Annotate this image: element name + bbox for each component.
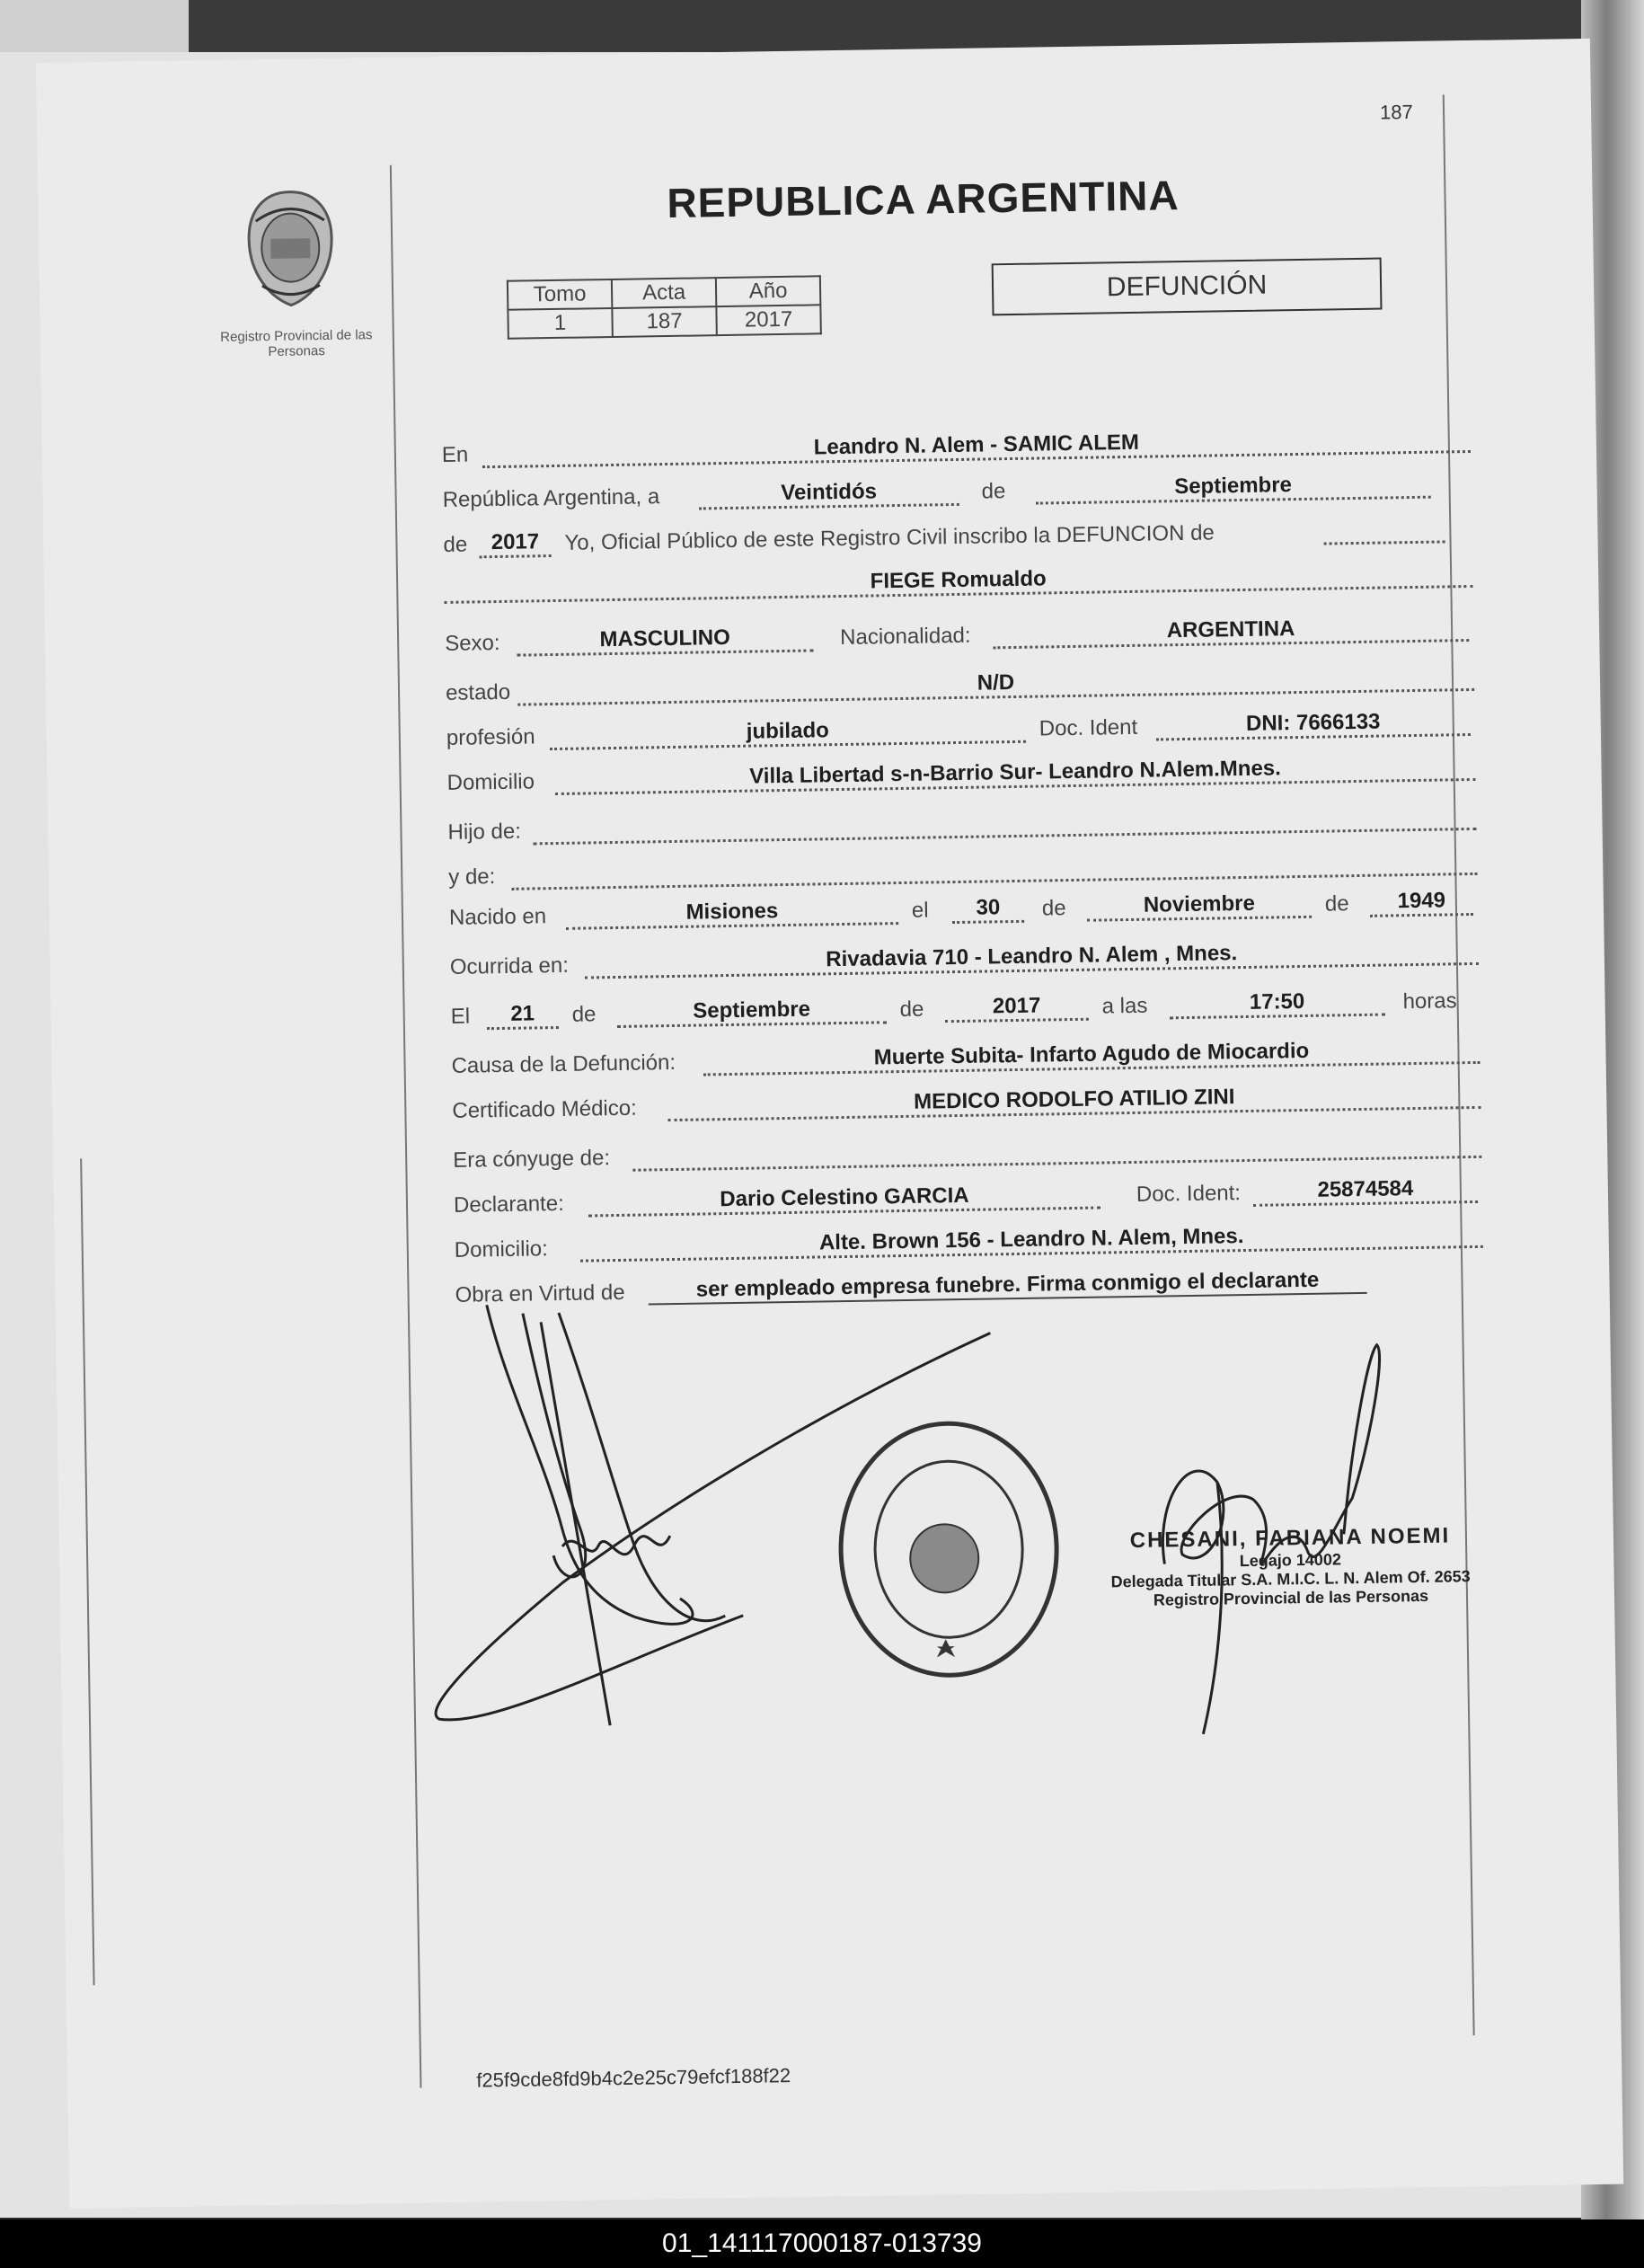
value-birth-year: 1949: [1370, 888, 1473, 917]
page-number: 187: [1379, 100, 1413, 124]
value-place: Leandro N. Alem - SAMIC ALEM: [482, 425, 1471, 468]
official-name: CHESANI, FABIANA NOEMI: [1129, 1523, 1451, 1554]
label-el: el: [911, 898, 929, 923]
scan-background-corner: [0, 0, 189, 54]
label-republica: República Argentina, a: [442, 484, 660, 512]
value-civil-status: N/D: [517, 663, 1474, 706]
label-sexo: Sexo:: [444, 630, 500, 656]
value-spouse: [632, 1130, 1481, 1172]
scan-id-bar: 01_141117000187-013739: [0, 2219, 1644, 2268]
label-doc-ident: Doc. Ident: [1039, 714, 1138, 741]
value-death-day: 21: [486, 1001, 558, 1030]
value-death-month: Septiembre: [616, 996, 886, 1028]
document-hash: f25f9cde8fd9b4c2e25c79efcf188f22: [476, 2064, 791, 2092]
label-nacido-en: Nacido en: [448, 904, 547, 930]
row-death-place: [449, 930, 1483, 988]
ref-value-ano: 2017: [716, 305, 820, 335]
label-de-1: de: [981, 479, 1006, 504]
value-month: Septiembre: [1035, 471, 1430, 505]
coat-of-arms-icon: [235, 184, 345, 312]
value-document: DNI: 7666133: [1156, 708, 1471, 740]
label-doc-ident-2: Doc. Ident:: [1136, 1181, 1242, 1207]
label-y-de: y de:: [448, 864, 496, 890]
value-year: 2017: [479, 529, 551, 558]
label-conyuge: Era cónyuge de:: [453, 1146, 611, 1173]
label-causa: Causa de la Defunción:: [451, 1050, 676, 1078]
label-de-6: de: [899, 997, 924, 1023]
label-el-cap: El: [450, 1004, 471, 1029]
value-capacity: ser empleado empresa funebre. Firma conmigo el declarante: [648, 1267, 1366, 1306]
value-declarant-doc: 25874584: [1253, 1175, 1478, 1207]
label-nacionalidad: Nacionalidad:: [839, 623, 971, 651]
ref-header-ano: Año: [716, 276, 820, 306]
label-profesion: profesión: [446, 724, 535, 750]
label-de-3: de: [1041, 896, 1066, 921]
value-profession: jubilado: [550, 715, 1026, 750]
official-org: Registro Provincial de las Personas: [1153, 1586, 1429, 1609]
declarant-signature: [429, 1297, 996, 1728]
label-a-las: a las: [1101, 993, 1148, 1019]
value-father: [533, 802, 1476, 845]
label-en: En: [441, 442, 469, 467]
value-death-time: 17:50: [1169, 988, 1384, 1020]
value-birth-day: 30: [952, 895, 1024, 924]
outer-margin-line: [80, 1158, 94, 1985]
value-oficial-blank: [1323, 515, 1445, 545]
death-certificate-page: [36, 39, 1623, 2209]
left-margin-line: [390, 165, 422, 2088]
ref-value-tomo: 1: [508, 308, 612, 339]
value-day-text: Veintidós: [698, 478, 959, 510]
value-declarant: Dario Celestino GARCIA: [588, 1182, 1100, 1218]
row-sex: [445, 607, 1479, 664]
label-oficial: Yo, Oficial Público de este Registro Civil inscribo la DEFUNCION de: [564, 520, 1215, 555]
label-estado: estado: [445, 679, 511, 705]
label-declarante: Declarante:: [453, 1191, 564, 1218]
value-birth-month: Noviembre: [1087, 890, 1312, 922]
label-ocurrida-en: Ocurrida en:: [449, 952, 570, 979]
label-certificado: Certificado Médico:: [452, 1095, 637, 1123]
ref-value-acta: 187: [612, 306, 716, 337]
label-de-4: de: [1324, 891, 1349, 917]
ref-header-tomo: Tomo: [508, 279, 612, 310]
value-death-place: Rivadavia 710 - Leandro N. Alem , Mnes.: [585, 937, 1479, 979]
official-legajo: Legajo 14002: [1239, 1550, 1342, 1571]
value-cause: Muerte Subita- Infarto Agudo de Miocardio: [703, 1036, 1480, 1076]
value-birth-place: Misiones: [566, 897, 898, 930]
document-title: REPUBLICA ARGENTINA: [667, 172, 1180, 226]
value-medical: MEDICO RODOLFO ATILIO ZINI: [667, 1081, 1480, 1121]
registry-name: Registro Provincial de las Personas: [220, 327, 373, 359]
official-role: Delegada Titular S.A. M.I.C. L. N. Alem Of. 2653: [1110, 1567, 1471, 1591]
label-de-2: de: [443, 532, 468, 557]
label-hijo-de: Hijo de:: [447, 819, 522, 845]
certificate-type: DEFUNCIÓN: [992, 258, 1383, 316]
label-domicilio: Domicilio: [446, 769, 535, 795]
value-nationality: ARGENTINA: [993, 614, 1469, 649]
row-death-date: [450, 979, 1484, 1037]
label-domicilio-2: Domicilio:: [454, 1236, 549, 1262]
reference-table: [507, 275, 822, 339]
official-signature-block: [1039, 1522, 1542, 1612]
value-deceased: FIEGE Romualdo: [444, 560, 1472, 604]
official-stamp: [839, 1422, 1058, 1677]
value-death-year: 2017: [944, 993, 1088, 1023]
label-de-5: de: [571, 1002, 597, 1027]
value-address: Villa Libertad s-n-Barrio Sur- Leandro N.Alem.Mnes.: [554, 753, 1475, 795]
value-sex: MASCULINO: [517, 624, 813, 656]
ref-header-acta: Acta: [612, 278, 716, 308]
label-obra: Obra en Virtud de: [455, 1280, 625, 1307]
value-declarant-address: Alte. Brown 156 - Leandro N. Alem, Mnes.: [580, 1220, 1483, 1262]
label-horas: horas: [1402, 988, 1457, 1014]
